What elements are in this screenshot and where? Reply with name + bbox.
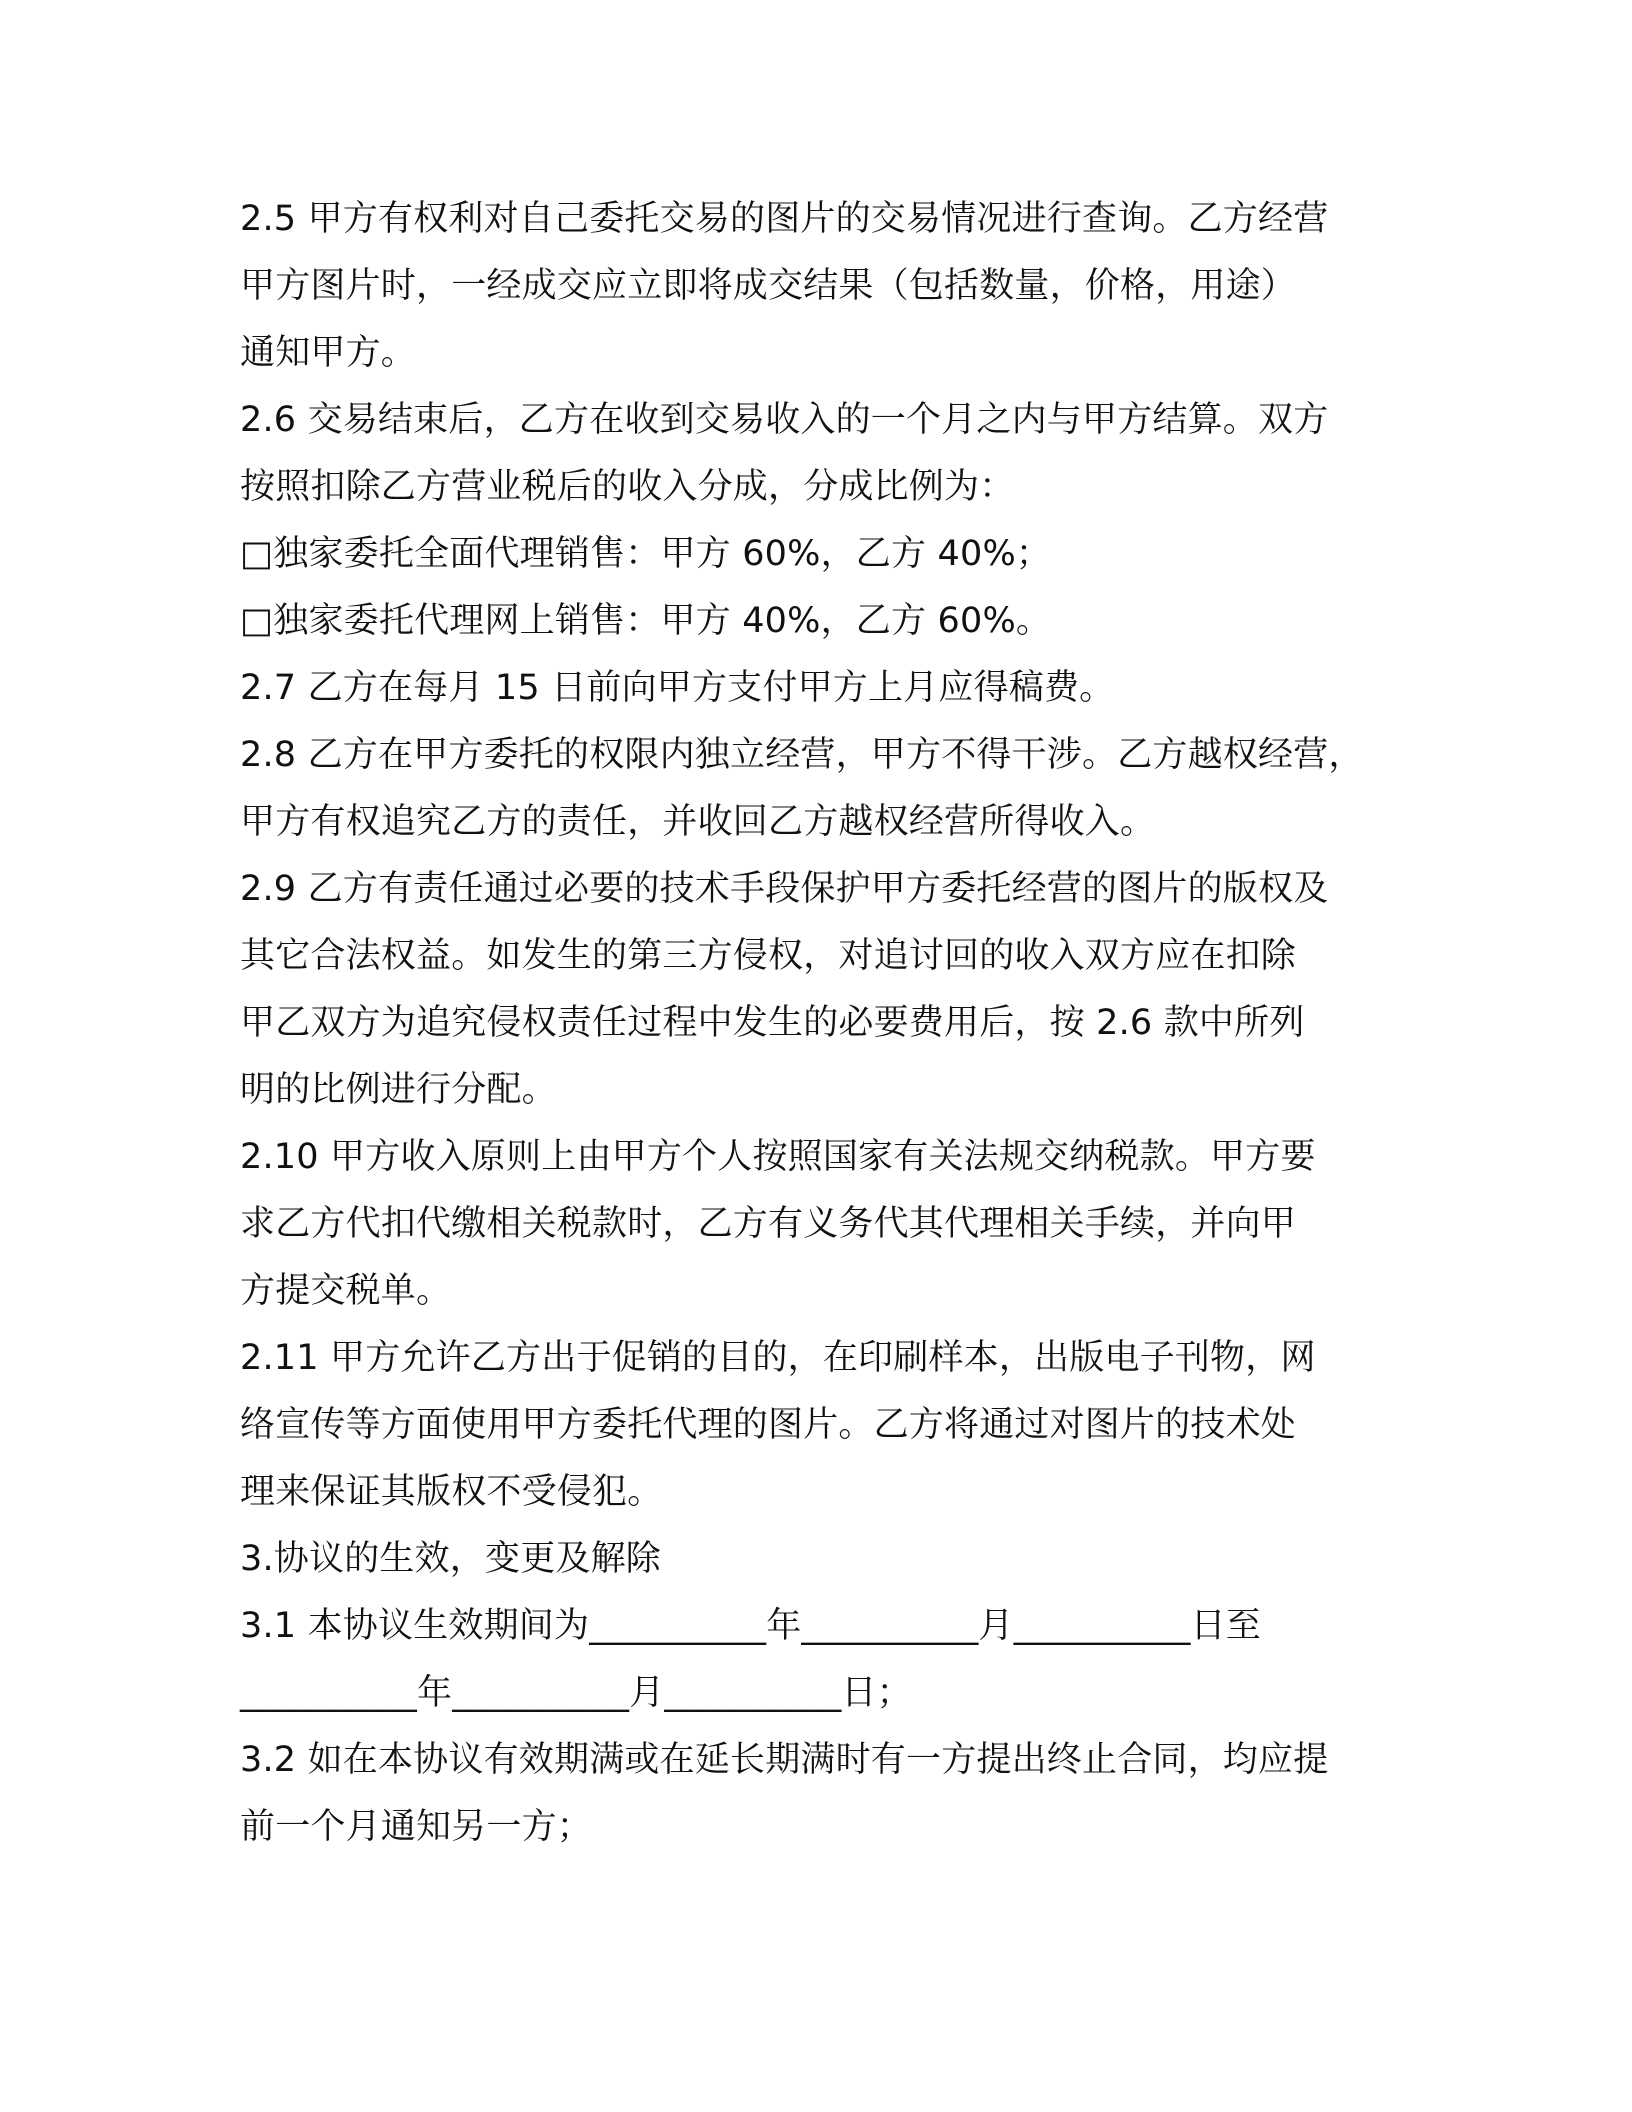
- clause-2-9-line-2: 其它合法权益。如发生的第三方侵权，对追讨回的收入双方应在扣除: [240, 936, 1297, 976]
- clause-3-1-line-1: 3.1 本协议生效期间为__________年__________月__________日至: [240, 1606, 1261, 1646]
- clause-2-11-line-2: 络宣传等方面使用甲方委托代理的图片。乙方将通过对图片的技术处: [240, 1405, 1297, 1445]
- clause-2-7: 2.7 乙方在每月 15 日前向甲方支付甲方上月应得稿费。: [240, 668, 1115, 708]
- clause-2-11-line-1: 2.11 甲方允许乙方出于促销的目的，在印刷样本，出版电子刊物，网: [240, 1338, 1316, 1378]
- clause-3-2-line-1: 3.2 如在本协议有效期满或在延长期满时有一方提出终止合同，均应提: [240, 1740, 1329, 1780]
- clause-3-1-line-2: __________年__________月__________日；: [240, 1673, 912, 1713]
- section-3-heading: 3.协议的生效，变更及解除: [240, 1539, 661, 1579]
- clause-2-5-line-2: 甲方图片时，一经成交应立即将成交结果（包括数量，价格，用途）: [240, 266, 1297, 306]
- clause-2-5-line-3: 通知甲方。: [240, 333, 417, 373]
- clause-2-10-line-3: 方提交税单。: [240, 1271, 452, 1311]
- clause-2-10-line-1: 2.10 甲方收入原则上由甲方个人按照国家有关法规交纳税款。甲方要: [240, 1137, 1316, 1177]
- clause-2-9-line-3: 甲乙双方为追究侵权责任过程中发生的必要费用后，按 2.6 款中所列: [240, 1003, 1305, 1043]
- clause-2-8-line-2: 甲方有权追究乙方的责任，并收回乙方越权经营所得收入。: [240, 802, 1156, 842]
- option-online-agency-sales: □独家委托代理网上销售：甲方 40%，乙方 60%。: [240, 601, 1052, 641]
- clause-2-6-line-2: 按照扣除乙方营业税后的收入分成，分成比例为：: [240, 467, 1015, 507]
- clause-2-9-line-4: 明的比例进行分配。: [240, 1070, 557, 1110]
- agreement-text-body: [240, 186, 1410, 1861]
- clause-2-9-line-1: 2.9 乙方有责任通过必要的技术手段保护甲方委托经营的图片的版权及: [240, 869, 1329, 909]
- clause-3-2-line-2: 前一个月通知另一方；: [240, 1807, 593, 1847]
- clause-2-6-line-1: 2.6 交易结束后，乙方在收到交易收入的一个月之内与甲方结算。双方: [240, 400, 1329, 440]
- clause-2-11-line-3: 理来保证其版权不受侵犯。: [240, 1472, 663, 1512]
- clause-2-5-line-1: 2.5 甲方有权利对自己委托交易的图片的交易情况进行查询。乙方经营: [240, 199, 1329, 239]
- option-full-agency-sales: □独家委托全面代理销售：甲方 60%，乙方 40%；: [240, 534, 1052, 574]
- clause-2-10-line-2: 求乙方代扣代缴相关税款时，乙方有义务代其代理相关手续，并向甲: [240, 1204, 1297, 1244]
- clause-2-8-line-1: 2.8 乙方在甲方委托的权限内独立经营，甲方不得干涉。乙方越权经营，: [240, 735, 1364, 775]
